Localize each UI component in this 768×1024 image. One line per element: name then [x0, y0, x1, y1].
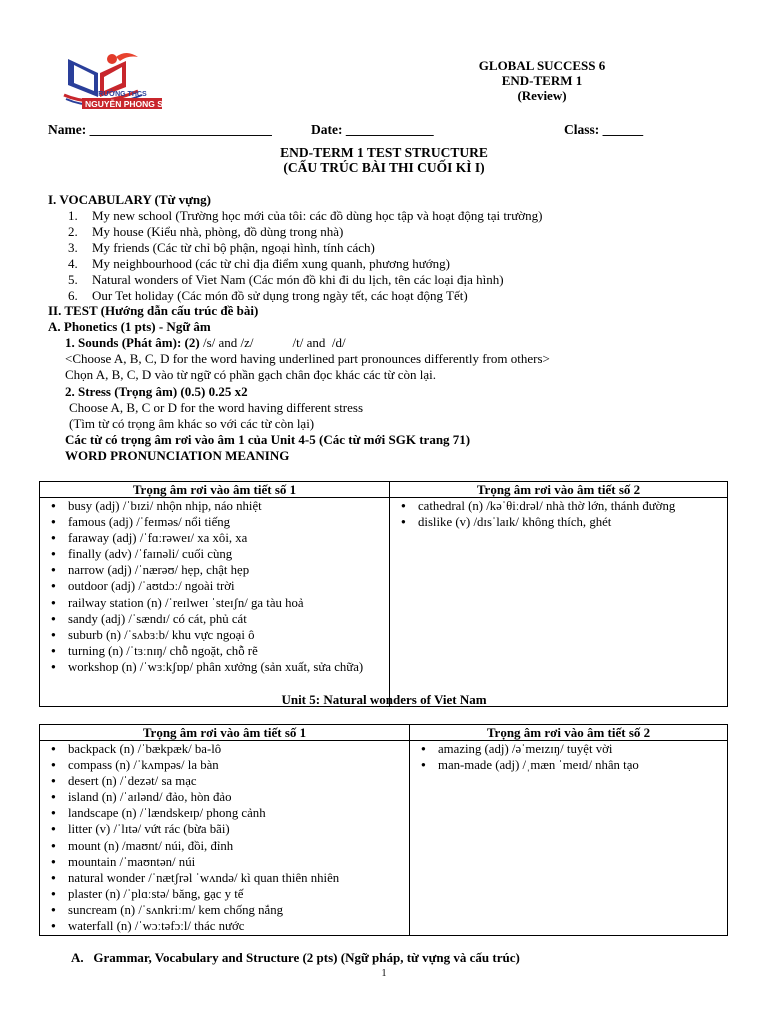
column-header: Trọng âm rơi vào âm tiết số 1	[40, 482, 390, 498]
list-item: ● mount (n) /maʊnt/ núi, đồi, đỉnh	[48, 838, 409, 854]
stress-table-unit5	[39, 724, 728, 936]
name-field[interactable]: Name: ___________________________	[48, 122, 272, 137]
sounds-label: 1. Sounds (Phát âm): (2)	[65, 335, 200, 350]
table-cell	[390, 498, 728, 707]
list-item: ● famous (adj) /ˈfeɪməs/ nổi tiếng	[48, 514, 389, 530]
stress-heading: 2. Stress (Trọng âm) (0.5) 0.25 x2	[65, 384, 248, 399]
class-field[interactable]: Class: ______	[564, 122, 644, 137]
list-item: 3. My friends (Các từ chỉ bộ phận, ngoại hình, tính cách)	[68, 240, 375, 255]
list-item: 5. Natural wonders of Viet Nam (Các món đồ khi đi du lịch, tên các loại địa hình)	[68, 272, 504, 287]
sounds-instruction-en: <Choose A, B, C, D for the word having underlined part pronounces differently from others>	[65, 351, 550, 366]
list-item: ● man-made (adj) /ˌmæn ˈmeɪd/ nhân tạo	[418, 757, 727, 773]
list-item: ● desert (n) /ˈdezət/ sa mạc	[48, 773, 409, 789]
phonetics-heading: A. Phonetics (1 pts) - Ngữ âm	[48, 319, 211, 334]
column-header: Trọng âm rơi vào âm tiết số 2	[410, 725, 728, 741]
list-item: ● cathedral (n) /kəˈθiːdrəl/ nhà thờ lớn, thánh đường	[398, 498, 727, 514]
list-item: ● litter (v) /ˈlɪtə/ vứt rác (bừa bãi)	[48, 821, 409, 837]
list-item: ● workshop (n) /ˈwɜːkʃɒp/ phân xưởng (sản xuất, sửa chữa)	[48, 659, 389, 675]
column-header: Trọng âm rơi vào âm tiết số 1	[40, 725, 410, 741]
list-item: ● turning (n) /ˈtɜːnɪŋ/ chỗ ngoặt, chỗ rẽ	[48, 643, 389, 659]
list-item: ● plaster (n) /ˈplɑːstə/ băng, gạc y tế	[48, 886, 409, 902]
stress-table-unit4	[39, 481, 728, 707]
stress-instruction-vi: (Tìm từ có trọng âm khác so với các từ còn lại)	[69, 416, 315, 431]
vocabulary-heading: I. VOCABULARY (Từ vựng)	[48, 192, 211, 207]
list-item: ● suncream (n) /ˈsʌnkriːm/ kem chống nắng	[48, 902, 409, 918]
list-item: 1. My new school (Trường học mới của tôi: các đồ dùng học tập và hoạt động tại trường)	[68, 208, 543, 223]
list-item: ● dislike (v) /dɪsˈlaɪk/ không thích, ghét	[398, 514, 727, 530]
review-note: (Review)	[517, 88, 567, 103]
sounds-values: /s/ and /z/ /t/ and /d/	[202, 335, 346, 350]
word-pronunciation-header: WORD PRONUNCIATION MEANING	[65, 448, 290, 463]
unit-note: Các từ có trọng âm rơi vào âm 1 của Unit 4-5 (Các từ mới SGK trang 71)	[65, 432, 471, 447]
list-item: ● finally (adv) /ˈfaɪnəli/ cuối cùng	[48, 546, 389, 562]
page-number: 1	[381, 968, 387, 979]
list-item: ● faraway (adj) /ˈfɑːrəweɪ/ xa xôi, xa	[48, 530, 389, 546]
list-item: ● outdoor (adj) /ˈaʊtdɔː/ ngoài trời	[48, 578, 389, 594]
list-item: 4. My neighbourhood (các từ chỉ địa điểm xung quanh, phương hướng)	[68, 256, 451, 271]
list-item: 2. My house (Kiểu nhà, phòng, đồ dùng trong nhà)	[68, 224, 344, 239]
table-cell	[40, 498, 390, 707]
structure-subtitle: (CẤU TRÚC BÀI THI CUỐI KÌ I)	[283, 160, 485, 175]
school-logo	[54, 51, 176, 113]
list-item: ● natural wonder /ˈnætʃrəl ˈwʌndə/ kì quan thiên nhiên	[48, 870, 409, 886]
date-field[interactable]: Date: _____________	[311, 122, 434, 137]
list-item: ● backpack (n) /ˈbækpæk/ ba-lô	[48, 741, 409, 757]
svg-text:NGUYỄN PHONG SẮC: NGUYỄN PHONG SẮC	[85, 99, 176, 109]
term-title: END-TERM 1	[501, 73, 583, 88]
column-header: Trọng âm rơi vào âm tiết số 2	[390, 482, 728, 498]
grammar-heading: A. Grammar, Vocabulary and Structure (2 pts) (Ngữ pháp, từ vựng và cấu trúc)	[71, 950, 520, 965]
test-heading: II. TEST (Hướng dẫn cấu trúc đề bài)	[48, 303, 259, 318]
vocabulary-list	[68, 208, 543, 304]
list-item: ● suburb (n) /ˈsʌbɜːb/ khu vực ngoại ô	[48, 627, 389, 643]
list-item: 6. Our Tet holiday (Các món đồ sử dụng trong ngày tết, các hoạt động Tết)	[68, 288, 468, 303]
list-item: ● narrow (adj) /ˈnærəʊ/ hẹp, chật hẹp	[48, 562, 389, 578]
header-block	[467, 58, 617, 103]
list-item: ● compass (n) /ˈkʌmpəs/ la bàn	[48, 757, 409, 773]
list-item: ● island (n) /ˈaɪlənd/ đảo, hòn đảo	[48, 789, 409, 805]
sounds-instruction-vi: Chọn A, B, C, D vào từ ngữ có phần gạch chân đọc khác các từ còn lại.	[65, 367, 436, 382]
unit5-title: Unit 5: Natural wonders of Viet Nam	[281, 692, 487, 707]
list-item: ● amazing (adj) /əˈmeɪzɪŋ/ tuyệt vời	[418, 741, 727, 757]
sounds-line	[65, 335, 346, 351]
list-item: ● railway station (n) /ˈreɪlweɪ ˈsteɪʃn/ ga tàu hoả	[48, 595, 389, 611]
table-cell	[40, 741, 410, 936]
stress-instruction-en: Choose A, B, C or D for the word having different stress	[69, 400, 364, 415]
course-title: GLOBAL SUCCESS 6	[478, 58, 606, 73]
list-item: ● busy (adj) /ˈbɪzi/ nhộn nhịp, náo nhiệt	[48, 498, 389, 514]
table-cell	[410, 741, 728, 936]
list-item: ● mountain /ˈmaʊntən/ núi	[48, 854, 409, 870]
svg-text:TRƯỜNG THCS: TRƯỜNG THCS	[94, 91, 147, 98]
list-item: ● landscape (n) /ˈlændskeɪp/ phong cảnh	[48, 805, 409, 821]
list-item: ● waterfall (n) /ˈwɔːtəfɔːl/ thác nước	[48, 918, 409, 934]
structure-title: END-TERM 1 TEST STRUCTURE	[280, 145, 488, 160]
list-item: ● sandy (adj) /ˈsændɪ/ có cát, phủ cát	[48, 611, 389, 627]
